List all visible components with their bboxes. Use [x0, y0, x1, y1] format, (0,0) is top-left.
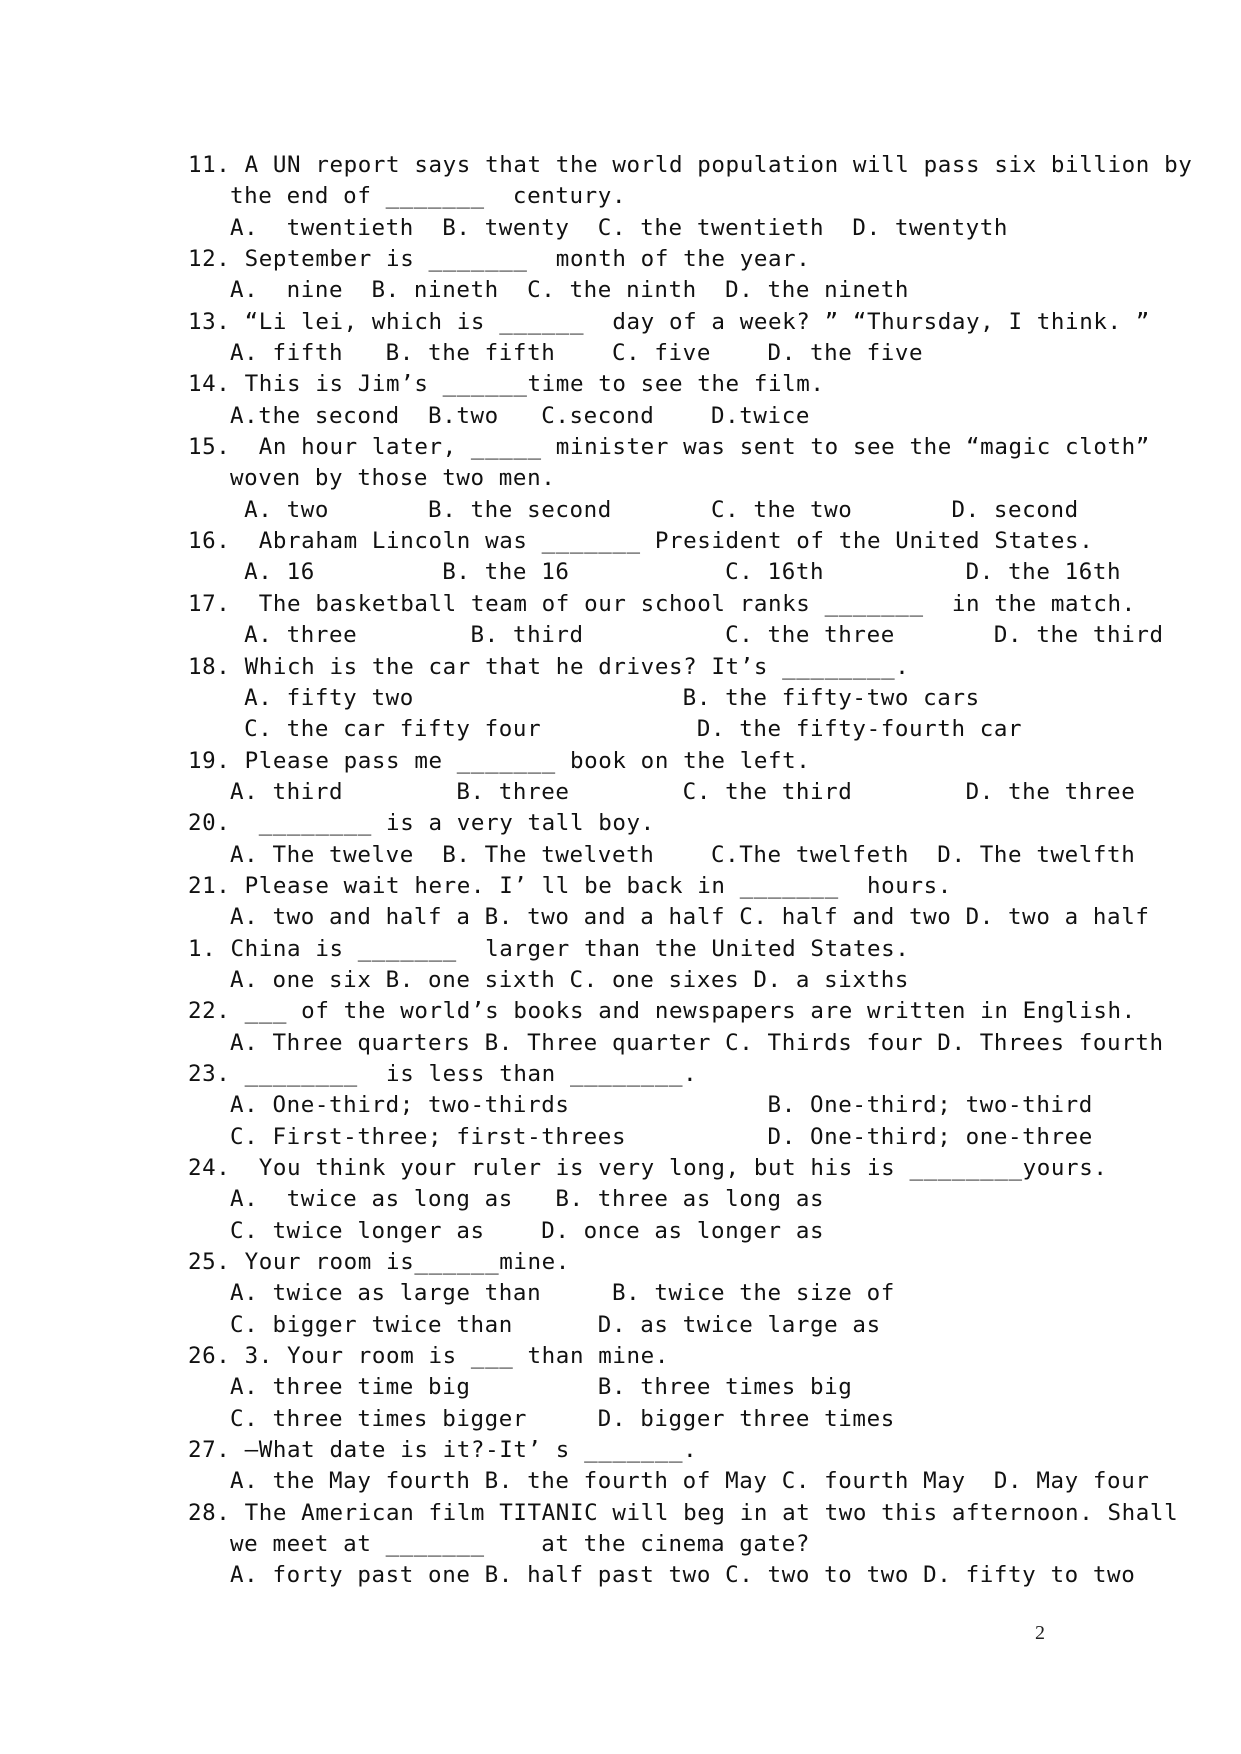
question-26: 26. 3. Your room is ___ than mine.	[188, 1343, 669, 1370]
question-11-continuation: the end of _______ century.	[230, 183, 627, 210]
question-24: 24. You think your ruler is very long, but his is ________yours.	[188, 1155, 1108, 1181]
question-23-options-ab: A. One-third; two-thirds B. One-third; two-third	[230, 1092, 1093, 1119]
question-18-options-ab: A. fifty two B. the fifty-two cars	[230, 684, 980, 711]
question-25-options-ab: A. twice as large than B. twice the size of	[230, 1280, 895, 1307]
question-15: 15. An hour later, _____ minister was sent to see the “magic cloth”	[188, 434, 1150, 461]
question-25-options-cd: C. bigger twice than D. as twice large as	[230, 1311, 881, 1338]
question-20: 20. ________ is a very tall boy.	[188, 810, 655, 837]
question-16-options: A. 16 B. the 16 C. 16th D. the 16th	[230, 559, 1122, 586]
question-21: 21. Please wait here. I’ ll be back in _______ hours.	[188, 872, 952, 899]
question-13-options: A. fifth B. the fifth C. five D. the five	[230, 340, 924, 367]
question-24-options-cd: C. twice longer as D. once as longer as	[230, 1217, 825, 1244]
question-11: 11. A UN report says that the world population will pass six billion by	[188, 152, 1193, 178]
page-number: 2	[1035, 1622, 1045, 1644]
question-25: 25. Your room is______mine.	[188, 1249, 570, 1276]
question-26-options-cd: C. three times bigger D. bigger three times	[230, 1405, 895, 1432]
question-23: 23. ________ is less than ________.	[188, 1060, 698, 1087]
question-23-options-cd: C. First-three; first-threes D. One-third; one-three	[230, 1123, 1093, 1150]
question-26-options-ab: A. three time big B. three times big	[230, 1374, 853, 1401]
question-13: 13. “Li lei, which is ______ day of a week? ” “Thursday, I think. ”	[188, 308, 1150, 335]
question-15-options: A. two B. the second C. the two D. second	[230, 496, 1079, 523]
question-11-options: A. twentieth B. twenty C. the twentieth D. twentyth	[230, 214, 1009, 241]
question-28-continuation: we meet at _______ at the cinema gate?	[230, 1531, 810, 1558]
question-22: 22. ___ of the world’s books and newspapers are written in English.	[188, 998, 1136, 1025]
question-1: 1. China is _______ larger than the United States.	[188, 935, 910, 962]
question-14: 14. This is Jim’s ______time to see the film.	[188, 371, 825, 398]
question-28: 28. The American film TITANIC will beg in at two this afternoon. Shall	[188, 1499, 1179, 1526]
question-20-options: A. The twelve B. The twelveth C.The twelfeth D. The twelfth	[230, 841, 1136, 868]
question-12: 12. September is _______ month of the year.	[188, 246, 811, 273]
question-17: 17. The basketball team of our school ranks _______ in the match.	[188, 590, 1136, 617]
question-list	[188, 150, 1193, 1592]
question-16: 16. Abraham Lincoln was _______ President of the United States.	[188, 528, 1094, 555]
question-1-options: A. one six B. one sixth C. one sixes D. a sixths	[230, 966, 910, 993]
question-14-options: A.the second B.two C.second D.twice	[230, 402, 810, 429]
question-27-options: A. the May fourth B. the fourth of May C. fourth May D. May four	[230, 1468, 1150, 1495]
question-24-options-ab: A. twice as long as B. three as long as	[230, 1186, 825, 1213]
question-18-options-cd: C. the car fifty four D. the fifty-fourth car	[230, 716, 1023, 743]
question-18: 18. Which is the car that he drives? It’s ________.	[188, 653, 910, 680]
question-27: 27. –What date is it?-It’ s _______.	[188, 1437, 698, 1464]
question-21-options: A. two and half a B. two and a half C. half and two D. two a half	[230, 904, 1150, 931]
question-19: 19. Please pass me _______ book on the left.	[188, 747, 811, 774]
question-15-continuation: woven by those two men.	[230, 465, 556, 492]
question-19-options: A. third B. three C. the third D. the three	[230, 778, 1136, 805]
question-17-options: A. three B. third C. the three D. the third	[230, 622, 1164, 649]
question-28-options: A. forty past one B. half past two C. two to two D. fifty to two	[230, 1562, 1136, 1589]
question-22-options: A. Three quarters B. Three quarter C. Thirds four D. Threes fourth	[230, 1029, 1164, 1056]
question-12-options: A. nine B. nineth C. the ninth D. the nineth	[230, 277, 910, 304]
